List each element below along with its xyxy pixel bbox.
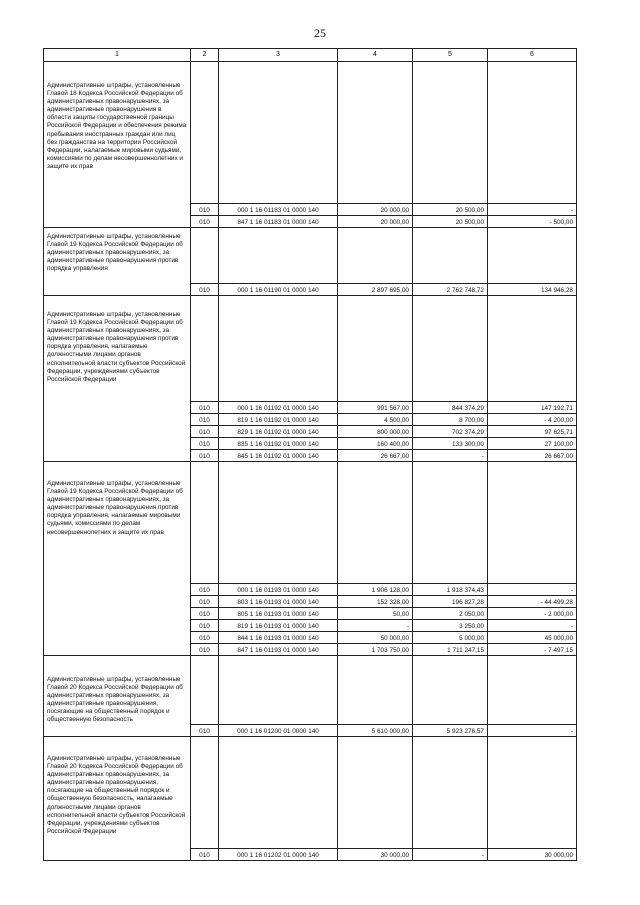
row-code: 010 <box>191 608 219 620</box>
row-kbk-code: 000 1 16 01202 01 0000 140 <box>219 849 338 861</box>
empty-cell <box>219 737 338 849</box>
row-col6-value: - 7 497,15 <box>488 644 577 656</box>
empty-cell <box>488 462 577 584</box>
row-code: 010 <box>191 216 219 228</box>
row-code: 010 <box>191 284 219 296</box>
empty-cell <box>191 62 219 204</box>
empty-cell <box>338 62 413 204</box>
budget-table <box>43 48 577 861</box>
empty-cell <box>413 656 488 725</box>
row-code: 010 <box>191 596 219 608</box>
row-kbk-code: 000 1 16 01192 01 0000 140 <box>219 402 338 414</box>
row-col6-value: - <box>488 204 577 216</box>
group-description: Административные штрафы, установленные Главой 20 Кодекса Российской Федерации об административных правонарушениях, за административные правонарушения, посягающие на общественный порядок и общественную безопасность <box>44 656 191 737</box>
row-kbk-code: 000 1 16 01200 01 0000 140 <box>219 725 338 737</box>
header-col-3: 3 <box>219 49 338 62</box>
row-col5-value: 702 374,29 <box>413 426 488 438</box>
header-col-4: 4 <box>338 49 413 62</box>
row-col6-value: - 4 200,00 <box>488 414 577 426</box>
group-heading-row <box>44 296 577 402</box>
group-description: Административные штрафы, установленные Главой 20 Кодекса Российской Федерации об административных правонарушениях, за административные правонарушения, посягающие на общественный порядок и общественную безопасность, налагаемые должностными лицами органов исполнительной власти субъектов Российской Федерации, учреждениями субъектов Российской Федерации <box>44 737 191 861</box>
row-code: 010 <box>191 644 219 656</box>
row-col6-value: 134 946,28 <box>488 284 577 296</box>
empty-cell <box>219 62 338 204</box>
row-col5-value: 20 500,00 <box>413 204 488 216</box>
row-col4-value: 20 000,00 <box>338 216 413 228</box>
empty-cell <box>413 296 488 402</box>
row-col4-value: 2 897 695,00 <box>338 284 413 296</box>
empty-cell <box>191 462 219 584</box>
header-col-1: 1 <box>44 49 191 62</box>
row-col5-value: 2 050,00 <box>413 608 488 620</box>
row-col6-value: - <box>488 620 577 632</box>
row-col4-value: 991 567,00 <box>338 402 413 414</box>
row-col6-value: - 2 000,00 <box>488 608 577 620</box>
group-description: Административные штрафы, установленные Главой 19 Кодекса Российской Федерации об административных правонарушениях, за административные правонарушения против порядка управления, налагаемые мировыми судьями, комиссиями по делам несовершеннолетних и защите их прав <box>44 462 191 656</box>
empty-cell <box>219 656 338 725</box>
header-row <box>44 49 577 62</box>
empty-cell <box>191 296 219 402</box>
row-col5-value: 196 827,28 <box>413 596 488 608</box>
row-kbk-code: 844 1 16 01193 01 0000 140 <box>219 632 338 644</box>
empty-cell <box>488 296 577 402</box>
row-code: 010 <box>191 632 219 644</box>
empty-cell <box>488 228 577 284</box>
empty-cell <box>488 656 577 725</box>
row-col6-value: 27 100,00 <box>488 438 577 450</box>
row-col5-value: 3 250,00 <box>413 620 488 632</box>
group-heading-row <box>44 656 577 725</box>
empty-cell <box>413 737 488 849</box>
row-col6-value: 26 667,00 <box>488 450 577 462</box>
empty-cell <box>413 228 488 284</box>
row-col4-value: 26 667,00 <box>338 450 413 462</box>
row-code: 010 <box>191 725 219 737</box>
row-col4-value: 20 000,00 <box>338 204 413 216</box>
header-col-5: 5 <box>413 49 488 62</box>
page-number: 25 <box>314 26 326 40</box>
row-kbk-code: 845 1 16 01192 01 0000 140 <box>219 450 338 462</box>
empty-cell <box>219 462 338 584</box>
row-col5-value: 844 374,29 <box>413 402 488 414</box>
row-kbk-code: 000 1 16 01190 01 0000 140 <box>219 284 338 296</box>
row-kbk-code: 819 1 16 01192 01 0000 140 <box>219 414 338 426</box>
empty-cell <box>191 737 219 849</box>
empty-cell <box>338 462 413 584</box>
row-col5-value: 1 918 374,43 <box>413 584 488 596</box>
row-code: 010 <box>191 426 219 438</box>
empty-cell <box>338 656 413 725</box>
row-code: 010 <box>191 849 219 861</box>
empty-cell <box>191 228 219 284</box>
row-kbk-code: 819 1 16 01193 01 0000 140 <box>219 620 338 632</box>
header-col-6: 6 <box>488 49 577 62</box>
row-col4-value: 4 500,00 <box>338 414 413 426</box>
empty-cell <box>338 737 413 849</box>
row-col6-value: 97 625,71 <box>488 426 577 438</box>
row-code: 010 <box>191 584 219 596</box>
row-code: 010 <box>191 438 219 450</box>
row-code: 010 <box>191 402 219 414</box>
row-col6-value: 45 000,00 <box>488 632 577 644</box>
row-col6-value: - 44 499,28 <box>488 596 577 608</box>
row-kbk-code: 803 1 16 01193 01 0000 140 <box>219 596 338 608</box>
row-kbk-code: 000 1 16 01193 01 0000 140 <box>219 584 338 596</box>
empty-cell <box>488 737 577 849</box>
row-col5-value: 1 711 247,15 <box>413 644 488 656</box>
row-col6-value: - 500,00 <box>488 216 577 228</box>
empty-cell <box>488 62 577 204</box>
group-heading-row <box>44 462 577 584</box>
row-col4-value: 1 906 128,00 <box>338 584 413 596</box>
row-col4-value: 160 400,00 <box>338 438 413 450</box>
row-col6-value: 30 000,00 <box>488 849 577 861</box>
row-col5-value: 5 000,00 <box>413 632 488 644</box>
row-kbk-code: 829 1 16 01192 01 0000 140 <box>219 426 338 438</box>
group-heading-row <box>44 228 577 284</box>
group-description: Административные штрафы, установленные Главой 18 Кодекса Российской Федерации об административных правонарушениях, за административные правонарушения в области защиты государственной границы Российской Федерации и обеспечения режима пребывания иностранных граждан или лиц без гражданства на территории Российской Федерации, налагаемые мировыми судьями, комиссиями по делам несовершеннолетних и защите их прав <box>44 62 191 228</box>
row-col4-value: 50,00 <box>338 608 413 620</box>
empty-cell <box>338 228 413 284</box>
row-kbk-code: 847 1 16 01183 01 0000 140 <box>219 216 338 228</box>
empty-cell <box>191 656 219 725</box>
row-col4-value: - <box>338 620 413 632</box>
row-kbk-code: 000 1 16 01183 01 0000 140 <box>219 204 338 216</box>
row-col4-value: 152 328,00 <box>338 596 413 608</box>
empty-cell <box>219 228 338 284</box>
empty-cell <box>338 296 413 402</box>
row-col5-value: 5 923 276,57 <box>413 725 488 737</box>
row-kbk-code: 805 1 16 01193 01 0000 140 <box>219 608 338 620</box>
row-kbk-code: 847 1 16 01193 01 0000 140 <box>219 644 338 656</box>
row-col5-value: 2 762 748,72 <box>413 284 488 296</box>
row-code: 010 <box>191 204 219 216</box>
group-heading-row <box>44 62 577 204</box>
row-col4-value: 30 000,00 <box>338 849 413 861</box>
empty-cell <box>219 296 338 402</box>
row-col4-value: 1 703 750,00 <box>338 644 413 656</box>
group-description: Административные штрафы, установленные Главой 19 Кодекса Российской Федерации об административных правонарушениях, за административные правонарушения против порядка управления, налагаемые должностными лицами органов исполнительной власти субъектов Российской Федерации, учреждениями субъектов Российской Федерации <box>44 296 191 462</box>
header-col-2: 2 <box>191 49 219 62</box>
row-col5-value: - <box>413 450 488 462</box>
row-code: 010 <box>191 450 219 462</box>
row-col5-value: 133 300,00 <box>413 438 488 450</box>
row-col4-value: 5 610 000,00 <box>338 725 413 737</box>
empty-cell <box>413 62 488 204</box>
row-code: 010 <box>191 620 219 632</box>
row-col5-value: 8 700,00 <box>413 414 488 426</box>
row-col6-value: - <box>488 725 577 737</box>
row-col6-value: - <box>488 584 577 596</box>
row-code: 010 <box>191 414 219 426</box>
row-col4-value: 800 000,00 <box>338 426 413 438</box>
row-col4-value: 50 000,00 <box>338 632 413 644</box>
row-col5-value: 20 500,00 <box>413 216 488 228</box>
row-col5-value: - <box>413 849 488 861</box>
group-heading-row <box>44 737 577 849</box>
group-description: Административные штрафы, установленные Главой 19 Кодекса Российской Федерации об административных правонарушениях, за административные правонарушения против порядка управления <box>44 228 191 296</box>
row-kbk-code: 835 1 16 01192 01 0000 140 <box>219 438 338 450</box>
empty-cell <box>413 462 488 584</box>
row-col6-value: 147 192,71 <box>488 402 577 414</box>
